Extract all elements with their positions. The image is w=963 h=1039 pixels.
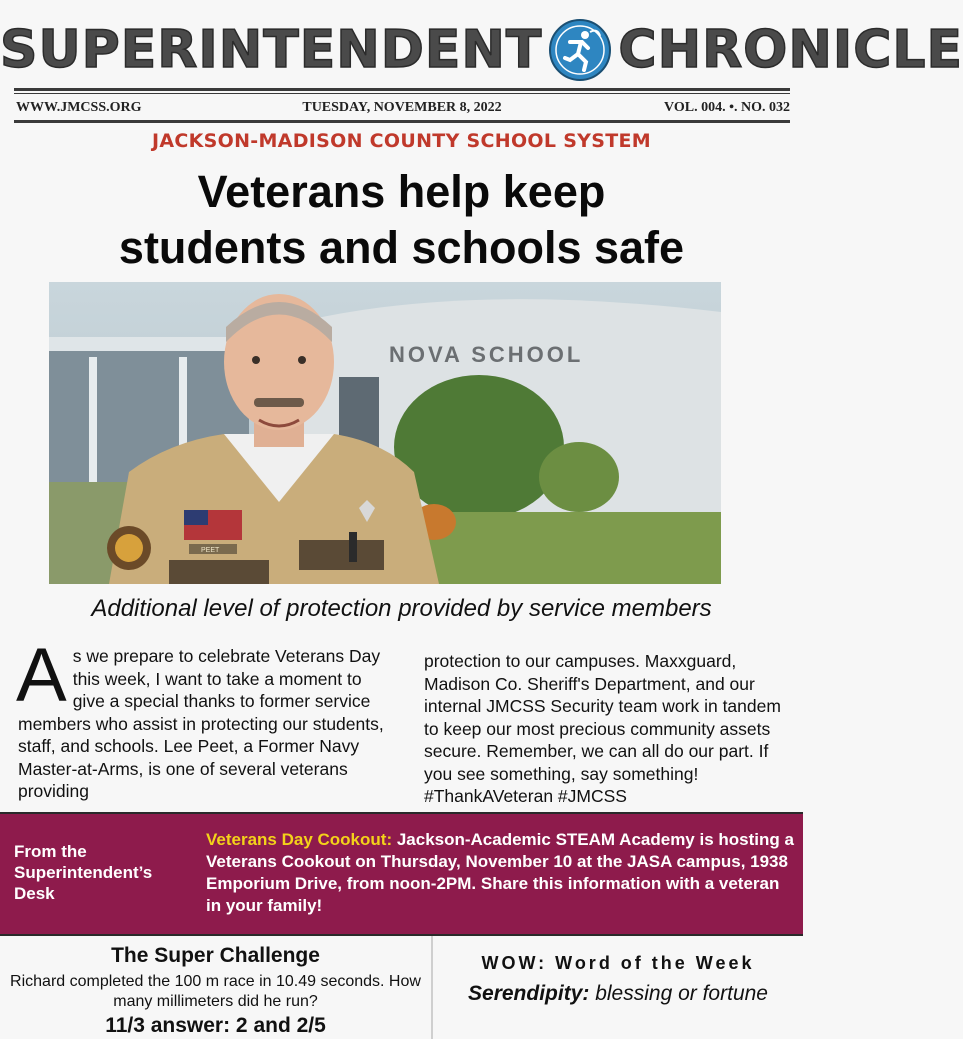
article-column-1-text: s we prepare to celebrate Veterans Day this week, I want to take a moment to give a special thanks to former service members who assist in protecting our students, staff, and schools. Lee Peet, a Former Navy Master-at-Arms, is one of several veterans providing: [18, 646, 384, 801]
district-name: JACKSON-MADISON COUNTY SCHOOL SYSTEM: [152, 130, 651, 152]
drop-cap: A: [16, 633, 67, 718]
masthead-rule-thin: [14, 93, 790, 94]
dateline: [14, 98, 790, 118]
super-challenge-box: [0, 936, 431, 1039]
headline-line-1: Veterans help keep: [197, 166, 606, 217]
desk-highlight: Veterans Day Cookout:: [206, 830, 393, 849]
article-column-2: [424, 650, 792, 808]
masthead-rule: [14, 88, 790, 91]
challenge-question: Richard completed the 100 m race in 10.49 seconds. How many millimeters did he run?: [10, 973, 421, 1010]
wow-word: Serendipity:: [468, 982, 590, 1005]
issue-volume: VOL. 004. •. NO. 032: [664, 100, 790, 115]
svg-text:PEET: PEET: [201, 547, 220, 554]
masthead-title-left: SUPERINTENDENT: [0, 20, 543, 80]
headline: [0, 164, 803, 276]
website-link[interactable]: WWW.JMCSS.ORG: [16, 100, 142, 115]
desk-text: Jackson-Academic STEAM Academy is hosting a Veterans Cookout on Thursday, November 10 at the JASA campus, 1938 Emporium Drive, from noon-2PM. Share this information with a veteran in your family!: [206, 830, 794, 915]
desk-label: From the Superintendent’s Desk: [14, 842, 153, 903]
wow-title: WOW: Word of the Week: [481, 953, 755, 973]
desk-announcement: [206, 829, 796, 917]
superintendent-desk-banner: [0, 812, 803, 936]
masthead-title-right: CHRONICLE: [618, 20, 963, 80]
article-column-1: [16, 633, 386, 803]
masthead-title: [0, 12, 963, 85]
article-subhead: Additional level of protection provided by service members: [91, 595, 712, 622]
headline-line-2: students and schools safe: [118, 222, 685, 273]
article-column-2-text: protection to our campuses. Maxxguard, Madison Co. Sheriff's Department, and our internal JMCSS Security team work in tandem to keep our most precious community assets secure. Remember, we can all do our part. If you see something, say something! #ThankAVeteran #JMCSS: [424, 651, 781, 806]
masthead: [0, 0, 963, 96]
dateline-rule: [14, 120, 790, 123]
article-photo: [49, 282, 721, 584]
challenge-title: The Super Challenge: [111, 944, 320, 967]
wow-definition: [433, 982, 803, 1006]
challenge-answer: 11/3 answer: 2 and 2/5: [105, 1014, 326, 1037]
running-figure-icon: [548, 18, 612, 82]
wow-meaning: blessing or fortune: [589, 982, 768, 1005]
issue-date: TUESDAY, NOVEMBER 8, 2022: [302, 100, 502, 115]
word-of-the-week-box: [433, 936, 803, 1039]
svg-text:NOVA SCHOOL: NOVA SCHOOL: [389, 342, 584, 367]
